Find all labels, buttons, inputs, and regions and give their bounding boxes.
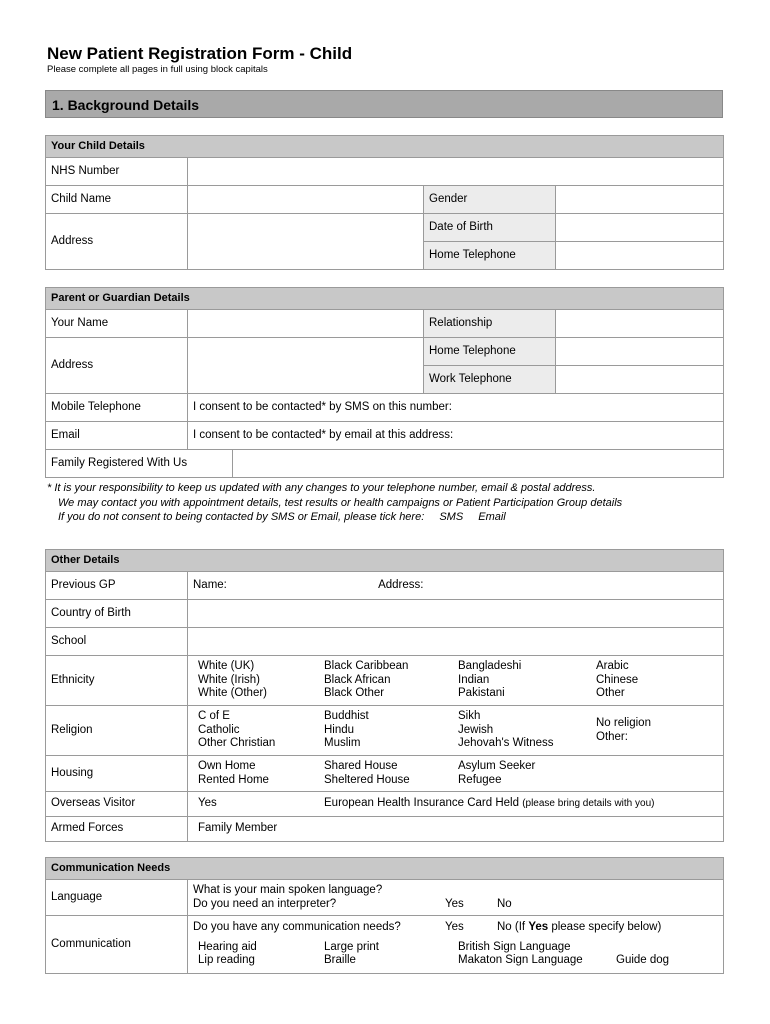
ethnicity-label: Ethnicity [46, 656, 188, 706]
child-home-telephone-label: Home Telephone [424, 242, 556, 270]
note-line-2: We may contact you with appointment details, test results or health campaigns or Patient Participation Group details [58, 496, 623, 509]
ethnicity-option[interactable]: Black African [324, 673, 391, 686]
note-line-1: * It is your responsibility to keep us updated with any changes to your telephone number, email & postal address. [47, 482, 596, 494]
child-name-label: Child Name [46, 186, 188, 214]
communication-field[interactable] [188, 916, 724, 974]
housing-options [188, 756, 724, 792]
religion-option[interactable]: Catholic [198, 723, 240, 736]
religion-option[interactable]: Other Christian [198, 737, 276, 750]
religion-option[interactable]: Jewish [458, 723, 494, 736]
communication-yes-option[interactable]: Yes [445, 921, 464, 934]
ethnicity-option[interactable]: Black Other [324, 687, 385, 700]
ethnicity-option[interactable]: White (UK) [198, 660, 255, 673]
housing-option[interactable]: Rented Home [198, 773, 269, 786]
ethnicity-option[interactable]: Pakistani [458, 687, 505, 700]
religion-options [188, 706, 724, 756]
religion-option[interactable]: Other: [596, 730, 628, 743]
religion-label: Religion [46, 706, 188, 756]
form-subtitle: Please complete all pages in full using block capitals [47, 64, 268, 75]
gender-field[interactable] [556, 186, 724, 214]
communication-needs-header: Communication Needs [46, 858, 724, 880]
language-field[interactable] [188, 880, 724, 916]
religion-option[interactable]: C of E [198, 710, 230, 723]
parent-details-header: Parent or Guardian Details [46, 288, 724, 310]
ethnicity-option[interactable]: White (Other) [198, 687, 268, 700]
aid-option[interactable]: Hearing aid [198, 940, 257, 953]
parent-home-telephone-field[interactable] [556, 338, 724, 366]
other-details-header: Other Details [46, 550, 724, 572]
family-registered-field[interactable] [233, 450, 724, 478]
other-details-table [45, 549, 724, 842]
housing-option[interactable]: Sheltered House [324, 773, 410, 786]
ethnicity-option[interactable]: Chinese [596, 673, 639, 686]
child-details-header: Your Child Details [46, 136, 724, 158]
ethnicity-option[interactable]: Indian [458, 673, 490, 686]
ethnicity-option[interactable]: Other [596, 687, 625, 700]
gender-label: Gender [424, 186, 556, 214]
main-language-question: What is your main spoken language? [193, 884, 383, 896]
communication-no-option[interactable]: No (If Yes please specify below) [497, 921, 662, 934]
ethnicity-option[interactable]: Bangladeshi [458, 660, 522, 673]
aid-option[interactable]: Makaton Sign Language [458, 954, 583, 967]
language-label: Language [46, 880, 188, 916]
email-label: Email [46, 422, 188, 450]
previous-gp-label: Previous GP [46, 572, 188, 600]
previous-gp-field[interactable] [188, 572, 724, 600]
housing-option[interactable]: Shared House [324, 760, 398, 772]
interpreter-question: Do you need an interpreter? [193, 897, 337, 910]
section-title: 1. Background Details [52, 97, 200, 113]
relationship-field[interactable] [556, 310, 724, 338]
aid-option[interactable]: Lip reading [198, 954, 255, 967]
housing-option[interactable]: Own Home [198, 760, 256, 772]
family-member-option[interactable]: Family Member [188, 817, 724, 842]
parent-home-telephone-label: Home Telephone [424, 338, 556, 366]
note-line-3 [47, 510, 737, 525]
ehic-note: (please bring details with you) [522, 798, 655, 810]
religion-option[interactable]: No religion [596, 717, 651, 730]
work-telephone-label: Work Telephone [424, 366, 556, 394]
parent-address-label: Address [46, 338, 188, 394]
form-title: New Patient Registration Form - Child [47, 44, 353, 63]
mobile-telephone-label: Mobile Telephone [46, 394, 188, 422]
aid-option[interactable]: British Sign Language [458, 940, 571, 953]
child-name-field[interactable] [188, 186, 424, 214]
overseas-visitor-options [188, 792, 724, 817]
ethnicity-options [188, 656, 724, 706]
religion-option[interactable]: Jehovah's Witness [458, 737, 554, 750]
sms-optout-checkbox[interactable]: SMS [439, 511, 464, 523]
work-telephone-field[interactable] [556, 366, 724, 394]
consent-note [47, 481, 737, 525]
country-of-birth-label: Country of Birth [46, 600, 188, 628]
school-field[interactable] [188, 628, 724, 656]
mobile-consent-field[interactable]: I consent to be contacted* by SMS on this number: [188, 394, 724, 422]
school-label: School [46, 628, 188, 656]
interpreter-yes-option[interactable]: Yes [445, 897, 464, 910]
child-details-table [45, 135, 724, 270]
housing-option[interactable]: Refugee [458, 773, 502, 786]
dob-label: Date of Birth [424, 214, 556, 242]
guide-dog-option[interactable]: Guide dog [616, 953, 670, 966]
child-address-label: Address [46, 214, 188, 270]
parent-details-table [45, 287, 724, 478]
communication-question: Do you have any communication needs? [193, 921, 401, 934]
gp-address-label: Address: [378, 578, 424, 591]
communication-needs-table [45, 857, 724, 974]
section-header [45, 90, 723, 118]
relationship-label: Relationship [424, 310, 556, 338]
your-name-label: Your Name [46, 310, 188, 338]
ethnicity-option[interactable]: Black Caribbean [324, 660, 409, 673]
overseas-visitor-label: Overseas Visitor [46, 792, 188, 817]
nhs-number-label: NHS Number [46, 158, 188, 186]
interpreter-no-option[interactable]: No [497, 897, 512, 910]
parent-address-field[interactable] [188, 338, 424, 394]
email-consent-field[interactable]: I consent to be contacted* by email at this address: [188, 422, 724, 450]
religion-option[interactable]: Buddhist [324, 710, 369, 723]
email-optout-checkbox[interactable]: Email [478, 511, 506, 523]
child-address-field[interactable] [188, 214, 424, 270]
note-line-3-text: If you do not consent to being contacted by SMS or Email, please tick here: [58, 511, 425, 523]
religion-option[interactable]: Hindu [324, 723, 355, 736]
aid-option[interactable]: Large print [324, 940, 379, 953]
family-registered-label: Family Registered With Us [46, 450, 233, 478]
armed-forces-label: Armed Forces [46, 817, 188, 842]
housing-option[interactable]: Asylum Seeker [458, 760, 536, 772]
ethnicity-option[interactable]: White (Irish) [198, 673, 260, 686]
child-home-telephone-field[interactable] [556, 242, 724, 270]
country-of-birth-field[interactable] [188, 600, 724, 628]
communication-label: Communication [46, 916, 188, 974]
religion-option[interactable]: Muslim [324, 737, 361, 750]
aid-option[interactable]: Braille [324, 954, 356, 967]
housing-label: Housing [46, 756, 188, 792]
your-name-field[interactable] [188, 310, 424, 338]
ehic-option[interactable]: European Health Insurance Card Held [324, 797, 519, 810]
overseas-yes-option[interactable]: Yes [198, 797, 217, 810]
nhs-number-field[interactable] [188, 158, 724, 186]
ethnicity-option[interactable]: Arabic [596, 660, 629, 673]
gp-name-label: Name: [193, 578, 227, 591]
religion-option[interactable]: Sikh [458, 710, 481, 723]
dob-field[interactable] [556, 214, 724, 242]
